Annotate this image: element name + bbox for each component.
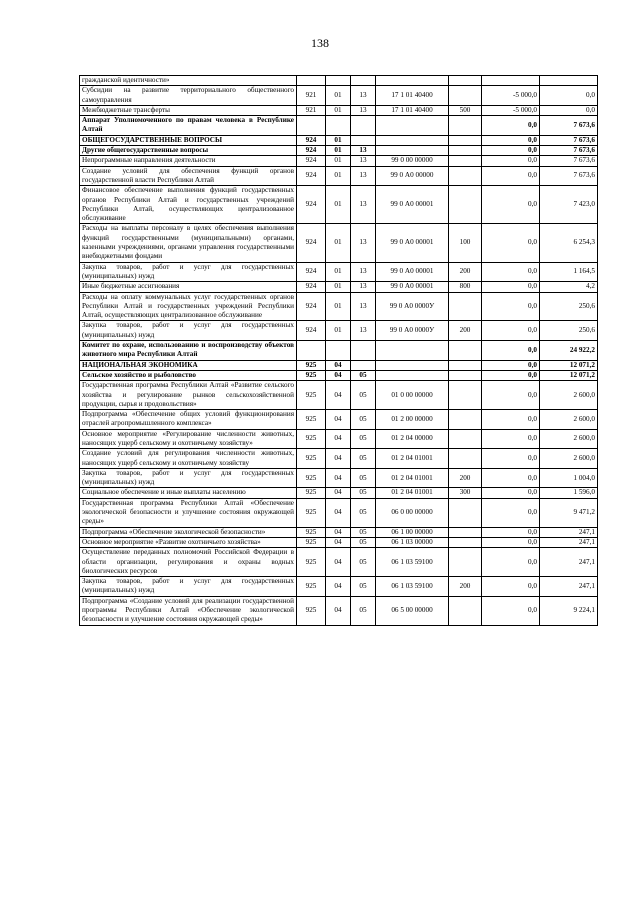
amount-total-cell: 250,6: [540, 321, 598, 341]
amount-total-cell: 4,2: [540, 282, 598, 292]
amount-change-cell: 0,0: [482, 262, 540, 282]
amount-total-cell: 7 673,6: [540, 146, 598, 156]
table-row: [80, 105, 598, 115]
table-row: [80, 282, 598, 292]
section-code-cell: 04: [326, 596, 351, 625]
target-article-cell: 06 1 03 59100: [376, 548, 449, 577]
row-name-cell: Подпрограмма «Обеспечение общих условий функционирования отраслей агропромышленного комплекса»: [80, 410, 297, 430]
expense-type-cell: [449, 341, 482, 361]
amount-change-cell: 0,0: [482, 321, 540, 341]
table-row: [80, 449, 598, 469]
target-article-cell: [376, 370, 449, 380]
expense-type-cell: [449, 292, 482, 321]
table-row: [80, 76, 598, 86]
subsection-code-cell: 13: [351, 156, 376, 166]
target-article-cell: 01 2 00 00000: [376, 410, 449, 430]
row-name-cell: Непрограммные направления деятельности: [80, 156, 297, 166]
row-name-cell: гражданской идентичности»: [80, 76, 297, 86]
amount-total-cell: 247,1: [540, 577, 598, 597]
ministry-code-cell: [297, 341, 326, 361]
row-name-cell: Комитет по охране, использованию и воспроизводству объектов животного мира Республики Алтай: [80, 341, 297, 361]
subsection-code-cell: 13: [351, 166, 376, 186]
amount-change-cell: 0,0: [482, 135, 540, 145]
target-article-cell: 01 2 04 01001: [376, 488, 449, 498]
amount-change-cell: 0,0: [482, 116, 540, 136]
subsection-code-cell: 13: [351, 262, 376, 282]
table-row: [80, 498, 598, 527]
row-name-cell: Финансовое обеспечение выполнения функций государственных органов Республики Алтай и государственных учреждений Республики Алтай, осуществляющих централизованное обслуживание: [80, 186, 297, 224]
target-article-cell: [376, 116, 449, 136]
subsection-code-cell: 05: [351, 498, 376, 527]
expense-type-cell: 800: [449, 282, 482, 292]
amount-total-cell: 6 254,3: [540, 224, 598, 262]
expense-type-cell: [449, 76, 482, 86]
target-article-cell: 06 1 03 00000: [376, 537, 449, 547]
subsection-code-cell: 05: [351, 381, 376, 410]
expense-type-cell: 200: [449, 468, 482, 488]
target-article-cell: [376, 341, 449, 361]
section-code-cell: 04: [326, 537, 351, 547]
expense-type-cell: 200: [449, 262, 482, 282]
amount-total-cell: 7 673,6: [540, 135, 598, 145]
section-code-cell: 04: [326, 488, 351, 498]
subsection-code-cell: 05: [351, 527, 376, 537]
expense-type-cell: [449, 166, 482, 186]
amount-change-cell: 0,0: [482, 156, 540, 166]
ministry-code-cell: 924: [297, 282, 326, 292]
row-name-cell: Осуществление переданных полномочий Российской Федерации в области организации, регулирования и охраны водных биологических ресурсов: [80, 548, 297, 577]
table-row: [80, 292, 598, 321]
section-code-cell: 01: [326, 292, 351, 321]
row-name-cell: Расходы на оплату коммунальных услуг государственных органов Республики Алтай и государственных учреждений Республики Алтай, осуществляющих централизованное обслуживание: [80, 292, 297, 321]
amount-total-cell: 2 600,0: [540, 410, 598, 430]
row-name-cell: Основное мероприятие «Развитие охотничьего хозяйства»: [80, 537, 297, 547]
amount-change-cell: 0,0: [482, 577, 540, 597]
table-row: [80, 360, 598, 370]
amount-total-cell: 12 071,2: [540, 370, 598, 380]
section-code-cell: 01: [326, 262, 351, 282]
expense-type-cell: [449, 360, 482, 370]
amount-total-cell: 0,0: [540, 105, 598, 115]
subsection-code-cell: 05: [351, 537, 376, 547]
amount-total-cell: 247,1: [540, 548, 598, 577]
table-row: [80, 527, 598, 537]
section-code-cell: 01: [326, 146, 351, 156]
row-name-cell: Подпрограмма «Создание условий для реализации государственной программы Республики Алтай «Обеспечение экологической безопасности и улучшение состояния окружающей среды»: [80, 596, 297, 625]
table-row: [80, 166, 598, 186]
amount-total-cell: 7 423,0: [540, 186, 598, 224]
ministry-code-cell: 924: [297, 262, 326, 282]
subsection-code-cell: [351, 135, 376, 145]
section-code-cell: 01: [326, 105, 351, 115]
table-row: [80, 135, 598, 145]
table-row: [80, 429, 598, 449]
target-article-cell: 99 0 А0 0000У: [376, 321, 449, 341]
table-row: [80, 596, 598, 625]
subsection-code-cell: 13: [351, 282, 376, 292]
subsection-code-cell: 05: [351, 468, 376, 488]
row-name-cell: Подпрограмма «Обеспечение экологической безопасности»: [80, 527, 297, 537]
target-article-cell: 99 0 А0 00001: [376, 282, 449, 292]
target-article-cell: 01 2 04 01001: [376, 468, 449, 488]
ministry-code-cell: 924: [297, 156, 326, 166]
subsection-code-cell: 13: [351, 321, 376, 341]
ministry-code-cell: 924: [297, 146, 326, 156]
budget-table: [79, 75, 598, 626]
expense-type-cell: [449, 381, 482, 410]
amount-total-cell: 24 922,2: [540, 341, 598, 361]
target-article-cell: 01 2 04 01001: [376, 449, 449, 469]
expense-type-cell: 500: [449, 105, 482, 115]
amount-change-cell: 0,0: [482, 381, 540, 410]
section-code-cell: 04: [326, 498, 351, 527]
section-code-cell: 01: [326, 186, 351, 224]
amount-total-cell: 247,1: [540, 537, 598, 547]
amount-change-cell: 0,0: [482, 370, 540, 380]
ministry-code-cell: 925: [297, 429, 326, 449]
target-article-cell: 99 0 А0 00001: [376, 186, 449, 224]
expense-type-cell: [449, 596, 482, 625]
amount-change-cell: 0,0: [482, 488, 540, 498]
row-name-cell: Другие общегосударственные вопросы: [80, 146, 297, 156]
subsection-code-cell: 13: [351, 105, 376, 115]
section-code-cell: 01: [326, 166, 351, 186]
amount-total-cell: 7 673,6: [540, 166, 598, 186]
row-name-cell: Основное мероприятие «Регулирование численности животных, наносящих ущерб сельскому и охотничьему хозяйству»: [80, 429, 297, 449]
table-row: [80, 146, 598, 156]
target-article-cell: 06 5 00 00000: [376, 596, 449, 625]
target-article-cell: [376, 135, 449, 145]
amount-total-cell: 9 224,1: [540, 596, 598, 625]
row-name-cell: Закупка товаров, работ и услуг для государственных (муниципальных) нужд: [80, 321, 297, 341]
target-article-cell: 99 0 А0 00000: [376, 166, 449, 186]
subsection-code-cell: [351, 360, 376, 370]
table-row: [80, 468, 598, 488]
table-row: [80, 186, 598, 224]
ministry-code-cell: 925: [297, 360, 326, 370]
row-name-cell: Межбюджетные трансферты: [80, 105, 297, 115]
subsection-code-cell: 05: [351, 596, 376, 625]
amount-change-cell: [482, 76, 540, 86]
table-row: [80, 86, 598, 106]
table-row: [80, 537, 598, 547]
subsection-code-cell: 05: [351, 449, 376, 469]
target-article-cell: 01 0 00 00000: [376, 381, 449, 410]
amount-total-cell: 0,0: [540, 86, 598, 106]
table-row: [80, 341, 598, 361]
ministry-code-cell: 925: [297, 449, 326, 469]
ministry-code-cell: 925: [297, 577, 326, 597]
amount-change-cell: 0,0: [482, 224, 540, 262]
target-article-cell: 99 0 00 00000: [376, 156, 449, 166]
amount-change-cell: 0,0: [482, 596, 540, 625]
table-row: [80, 262, 598, 282]
ministry-code-cell: 925: [297, 488, 326, 498]
target-article-cell: 99 0 А0 0000У: [376, 292, 449, 321]
page-number: 138: [311, 36, 329, 50]
ministry-code-cell: [297, 76, 326, 86]
amount-total-cell: 2 600,0: [540, 381, 598, 410]
row-name-cell: Закупка товаров, работ и услуг для государственных (муниципальных) нужд: [80, 577, 297, 597]
amount-change-cell: 0,0: [482, 449, 540, 469]
amount-total-cell: 7 673,6: [540, 116, 598, 136]
amount-change-cell: 0,0: [482, 548, 540, 577]
amount-total-cell: 2 600,0: [540, 449, 598, 469]
section-code-cell: 04: [326, 410, 351, 430]
section-code-cell: 01: [326, 282, 351, 292]
row-name-cell: Аппарат Уполномоченного по правам человека в Республике Алтай: [80, 116, 297, 136]
expense-type-cell: [449, 116, 482, 136]
table-row: [80, 116, 598, 136]
amount-total-cell: 250,6: [540, 292, 598, 321]
amount-change-cell: 0,0: [482, 166, 540, 186]
table-row: [80, 548, 598, 577]
ministry-code-cell: [297, 116, 326, 136]
amount-change-cell: 0,0: [482, 146, 540, 156]
amount-change-cell: -5 000,0: [482, 105, 540, 115]
ministry-code-cell: 925: [297, 410, 326, 430]
amount-total-cell: 9 471,2: [540, 498, 598, 527]
expense-type-cell: 300: [449, 488, 482, 498]
subsection-code-cell: [351, 341, 376, 361]
row-name-cell: Субсидии на развитие территориального общественного самоуправления: [80, 86, 297, 106]
subsection-code-cell: [351, 116, 376, 136]
section-code-cell: 01: [326, 224, 351, 262]
row-name-cell: Создание условий для регулирования численности животных, наносящих ущерб сельскому и охотничьему хозяйству: [80, 449, 297, 469]
amount-total-cell: 1 004,0: [540, 468, 598, 488]
expense-type-cell: [449, 146, 482, 156]
amount-total-cell: [540, 76, 598, 86]
section-code-cell: 01: [326, 156, 351, 166]
ministry-code-cell: 921: [297, 105, 326, 115]
expense-type-cell: [449, 410, 482, 430]
amount-total-cell: 7 673,6: [540, 156, 598, 166]
amount-change-cell: -5 000,0: [482, 86, 540, 106]
row-name-cell: ОБЩЕГОСУДАРСТВЕННЫЕ ВОПРОСЫ: [80, 135, 297, 145]
row-name-cell: Государственная программа Республики Алтай «Обеспечение экологической безопасности и улучшение состояния окружающей среды»: [80, 498, 297, 527]
section-code-cell: 01: [326, 321, 351, 341]
subsection-code-cell: 13: [351, 224, 376, 262]
ministry-code-cell: 925: [297, 527, 326, 537]
subsection-code-cell: 13: [351, 86, 376, 106]
target-article-cell: 06 0 00 00000: [376, 498, 449, 527]
table-row: [80, 224, 598, 262]
expense-type-cell: [449, 86, 482, 106]
amount-change-cell: 0,0: [482, 282, 540, 292]
expense-type-cell: [449, 186, 482, 224]
table-row: [80, 321, 598, 341]
row-name-cell: НАЦИОНАЛЬНАЯ ЭКОНОМИКА: [80, 360, 297, 370]
target-article-cell: 01 2 04 00000: [376, 429, 449, 449]
table-row: [80, 488, 598, 498]
amount-total-cell: 247,1: [540, 527, 598, 537]
ministry-code-cell: 924: [297, 186, 326, 224]
expense-type-cell: 100: [449, 224, 482, 262]
ministry-code-cell: 924: [297, 292, 326, 321]
expense-type-cell: [449, 156, 482, 166]
section-code-cell: 04: [326, 577, 351, 597]
amount-change-cell: 0,0: [482, 341, 540, 361]
expense-type-cell: [449, 537, 482, 547]
row-name-cell: Создание условий для обеспечения функций органов государственной власти Республики Алтай: [80, 166, 297, 186]
row-name-cell: Закупка товаров, работ и услуг для государственных (муниципальных) нужд: [80, 262, 297, 282]
ministry-code-cell: 925: [297, 468, 326, 488]
table-body: [80, 76, 598, 626]
ministry-code-cell: 925: [297, 548, 326, 577]
target-article-cell: [376, 146, 449, 156]
amount-total-cell: 12 071,2: [540, 360, 598, 370]
expense-type-cell: [449, 135, 482, 145]
ministry-code-cell: 924: [297, 321, 326, 341]
section-code-cell: [326, 341, 351, 361]
row-name-cell: Иные бюджетные ассигнования: [80, 282, 297, 292]
ministry-code-cell: 925: [297, 596, 326, 625]
section-code-cell: [326, 76, 351, 86]
section-code-cell: 04: [326, 429, 351, 449]
section-code-cell: 04: [326, 449, 351, 469]
ministry-code-cell: 924: [297, 135, 326, 145]
ministry-code-cell: 925: [297, 370, 326, 380]
expense-type-cell: 200: [449, 577, 482, 597]
ministry-code-cell: 921: [297, 86, 326, 106]
amount-change-cell: 0,0: [482, 429, 540, 449]
subsection-code-cell: 05: [351, 577, 376, 597]
target-article-cell: 99 0 А0 00001: [376, 262, 449, 282]
section-code-cell: 04: [326, 527, 351, 537]
section-code-cell: 04: [326, 370, 351, 380]
ministry-code-cell: 925: [297, 498, 326, 527]
expense-type-cell: [449, 527, 482, 537]
row-name-cell: Закупка товаров, работ и услуг для государственных (муниципальных) нужд: [80, 468, 297, 488]
ministry-code-cell: 924: [297, 224, 326, 262]
section-code-cell: 04: [326, 468, 351, 488]
expense-type-cell: [449, 498, 482, 527]
expense-type-cell: [449, 370, 482, 380]
subsection-code-cell: 05: [351, 429, 376, 449]
ministry-code-cell: 925: [297, 537, 326, 547]
section-code-cell: [326, 116, 351, 136]
expense-type-cell: 200: [449, 321, 482, 341]
table-row: [80, 381, 598, 410]
subsection-code-cell: 13: [351, 292, 376, 321]
table-row: [80, 156, 598, 166]
row-name-cell: Социальное обеспечение и иные выплаты населению: [80, 488, 297, 498]
amount-change-cell: 0,0: [482, 360, 540, 370]
row-name-cell: Расходы на выплаты персоналу в целях обеспечения выполнения функций государственными (муниципальными) органами, казенными учреждениями, органами управления государственными внебюджетными фондами: [80, 224, 297, 262]
expense-type-cell: [449, 429, 482, 449]
amount-change-cell: 0,0: [482, 410, 540, 430]
table-row: [80, 410, 598, 430]
subsection-code-cell: 05: [351, 370, 376, 380]
amount-change-cell: 0,0: [482, 186, 540, 224]
amount-total-cell: 2 600,0: [540, 429, 598, 449]
subsection-code-cell: 05: [351, 548, 376, 577]
amount-change-cell: 0,0: [482, 292, 540, 321]
subsection-code-cell: 05: [351, 488, 376, 498]
target-article-cell: 17 1 01 40400: [376, 86, 449, 106]
amount-change-cell: 0,0: [482, 537, 540, 547]
subsection-code-cell: 05: [351, 410, 376, 430]
amount-change-cell: 0,0: [482, 498, 540, 527]
row-name-cell: Сельское хозяйство и рыболовство: [80, 370, 297, 380]
section-code-cell: 04: [326, 360, 351, 370]
row-name-cell: Государственная программа Республики Алтай «Развитие сельского хозяйства и регулирование рынков сельскохозяйственной продукции, сырья и продовольствия»: [80, 381, 297, 410]
target-article-cell: 06 1 03 59100: [376, 577, 449, 597]
ministry-code-cell: 925: [297, 381, 326, 410]
target-article-cell: 06 1 00 00000: [376, 527, 449, 537]
section-code-cell: 04: [326, 381, 351, 410]
target-article-cell: 17 1 01 40400: [376, 105, 449, 115]
section-code-cell: 04: [326, 548, 351, 577]
section-code-cell: 01: [326, 135, 351, 145]
amount-total-cell: 1 164,5: [540, 262, 598, 282]
ministry-code-cell: 924: [297, 166, 326, 186]
target-article-cell: 99 0 А0 00001: [376, 224, 449, 262]
section-code-cell: 01: [326, 86, 351, 106]
amount-change-cell: 0,0: [482, 527, 540, 537]
target-article-cell: [376, 76, 449, 86]
subsection-code-cell: 13: [351, 146, 376, 156]
expense-type-cell: [449, 449, 482, 469]
amount-total-cell: 1 596,0: [540, 488, 598, 498]
subsection-code-cell: 13: [351, 186, 376, 224]
table-row: [80, 577, 598, 597]
target-article-cell: [376, 360, 449, 370]
expense-type-cell: [449, 548, 482, 577]
subsection-code-cell: [351, 76, 376, 86]
amount-change-cell: 0,0: [482, 468, 540, 488]
table-row: [80, 370, 598, 380]
